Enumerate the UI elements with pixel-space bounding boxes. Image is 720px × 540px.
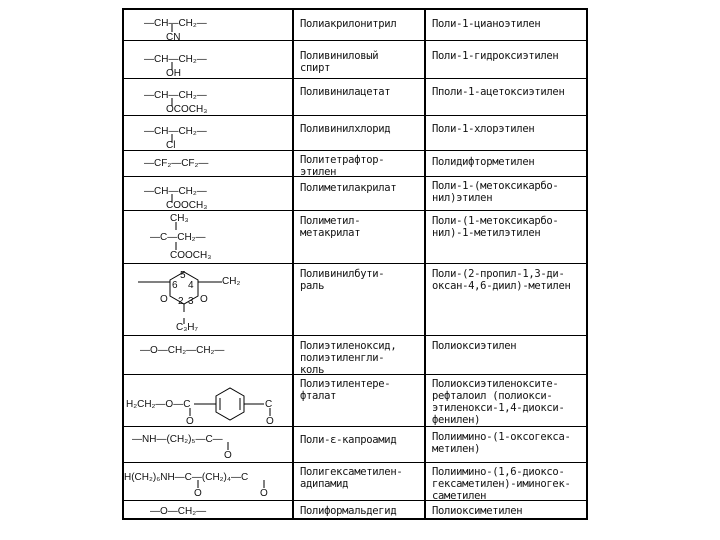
polymer-name: Поливинилхлорид	[300, 123, 391, 135]
ring-label: 5	[180, 270, 186, 281]
iupac-name: Пполи-1-ацетоксиэтилен	[432, 86, 565, 98]
polymer-name: Полиметилакрилат	[300, 182, 397, 194]
iupac-name: Поли-(1-метоксикарбо- нил)-1-метилэтилен	[432, 215, 559, 239]
polymer-name: Поливиниловый спирт	[300, 50, 379, 74]
formula-chain: —CH—CH₂—	[144, 90, 207, 101]
ring-oxygen: O	[200, 294, 208, 305]
formula-oxygen: O	[266, 416, 274, 427]
iupac-name: Поли-1-(метоксикарбо- нил)этилен	[432, 180, 559, 204]
polymer-name: Полиэтилентере- фталат	[300, 378, 391, 402]
iupac-name: Поли-1-цианоэтилен	[432, 18, 541, 30]
formula-oxygen: O	[260, 488, 268, 499]
formula-oxygen: O	[194, 488, 202, 499]
iupac-name: Поли-(2-пропил-1,3-ди- оксан-4,6-диил)-метилен	[432, 268, 571, 292]
formula-substituent: OCOCH₃	[166, 104, 208, 115]
ring-label: 4	[188, 280, 194, 291]
polymer-name: Полиэтиленоксид, полиэтиленгли- коль	[300, 340, 397, 376]
formula-chain: H₂CH₂—O—C	[126, 399, 191, 410]
polymer-name: Полигексаметилен- адипамид	[300, 466, 403, 490]
formula-chain: —O—CH₂—CH₂—	[140, 345, 225, 356]
polymer-name: Полиметил- метакрилат	[300, 215, 361, 239]
formula-substituent: Cl	[166, 140, 176, 151]
formula-chain: —O—CH₂—	[150, 506, 207, 517]
formula-chain: —CH—CH₂—	[144, 186, 207, 197]
iupac-name: Полиоксиэтиленоксите- рефталоил (полиокси- этиленокси-1,4-диокси- фенилен)	[432, 378, 565, 426]
formula-substituent: COOCH₃	[170, 250, 212, 261]
formula-substituent: OH	[166, 68, 181, 79]
ring-oxygen: O	[160, 294, 168, 305]
formula-chain: —CH—CH₂—	[144, 54, 207, 65]
formula-chain: —NH—(CH₂)₅—C—	[132, 434, 223, 445]
ring-label: 2	[178, 296, 184, 307]
polymer-name: Полиакрилонитрил	[300, 18, 397, 30]
formula-chain: H(CH₂)₆NH—C—(CH₂)₄—C	[124, 472, 249, 483]
formula-chain: —CH—CH₂—	[144, 126, 207, 137]
formula-column	[124, 10, 294, 522]
formula-chain: —C—CH₂—	[150, 232, 206, 243]
iupac-name: Поли-1-гидроксиэтилен	[432, 50, 559, 62]
iupac-name: Поли-1-хлорэтилен	[432, 123, 535, 135]
formula-chain: —CH—CH₂—	[144, 18, 207, 29]
iupac-name: Полиимино-(1,6-диоксо- гексаметилен)-иминогек- саметилен	[432, 466, 571, 502]
iupac-name: Полидифторметилен	[432, 156, 535, 168]
polymer-name: Поливинилбути- раль	[300, 268, 385, 292]
formula-oxygen: O	[186, 416, 194, 427]
ring-label: 3	[188, 296, 194, 307]
formula-carbonyl: C	[265, 399, 273, 410]
polymer-table	[122, 8, 588, 520]
iupac-name: Полиимино-(1-оксогекса- метилен)	[432, 431, 571, 455]
formula-oxygen: O	[224, 450, 232, 461]
formula-chain: —CF₂—CF₂—	[144, 158, 209, 169]
formula-substituent: CN	[166, 32, 181, 43]
formula-substituent: COOCH₃	[166, 200, 208, 211]
polymer-name: Поливинилацетат	[300, 86, 391, 98]
formula-chain: CH₂	[222, 276, 241, 287]
iupac-name: Полиоксиэтилен	[432, 340, 517, 352]
polymer-name: Политетрафтор- этилен	[300, 154, 385, 178]
formula-methyl: CH₃	[170, 213, 189, 224]
formula-substituent: C₃H₇	[176, 322, 198, 333]
polymer-name: Поли-ε-капроамид	[300, 434, 397, 446]
polymer-name: Полиформальдегид	[300, 505, 397, 517]
iupac-name: Полиоксиметилен	[432, 505, 523, 517]
ring-label: 6	[172, 280, 178, 291]
